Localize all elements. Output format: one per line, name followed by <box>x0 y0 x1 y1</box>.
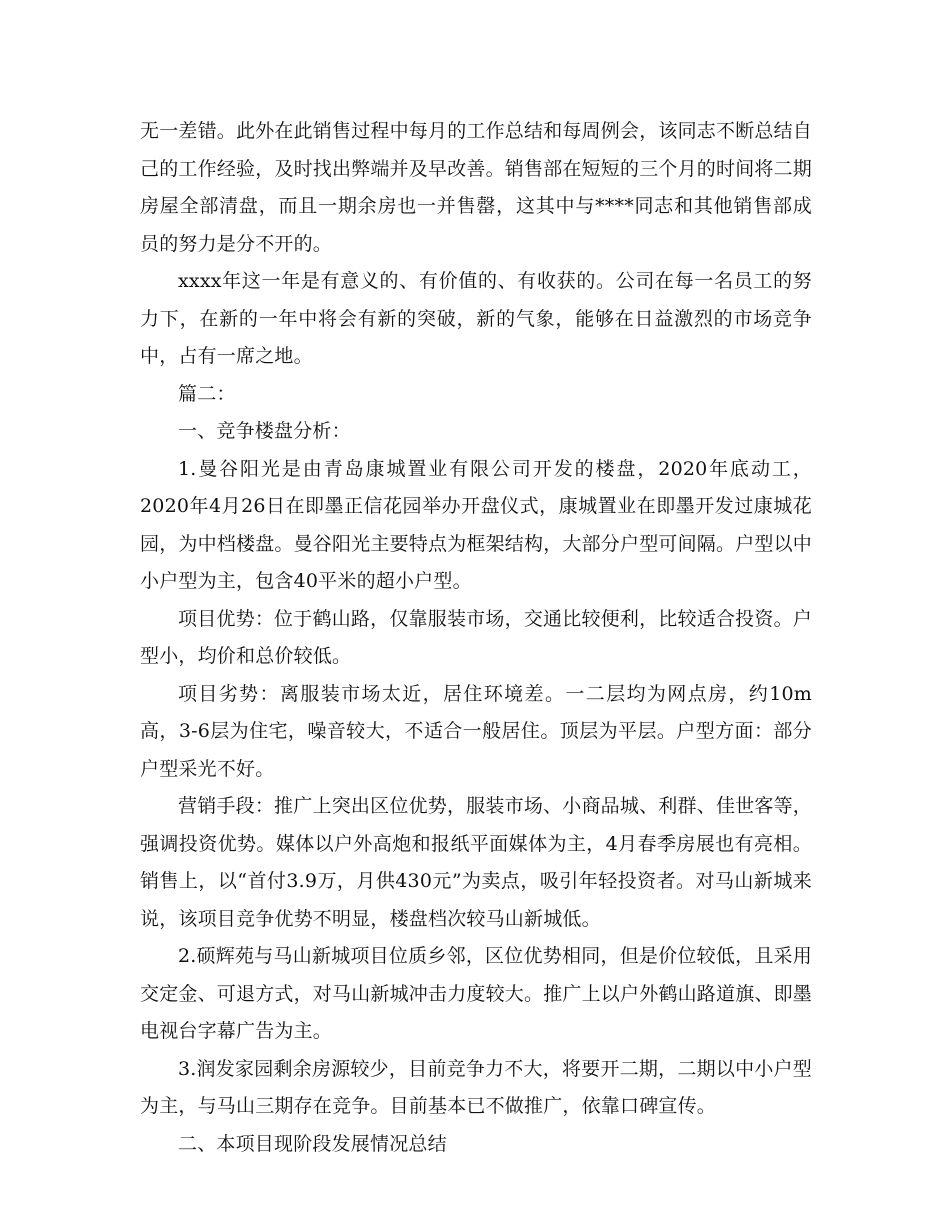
paragraph-project-disadvantages: 项目劣势：离服装市场太近，居住环境差。一二层均为网点房，约10m高，3-6层为住宅，噪音较大，不适合一般居住。顶层为平层。户型方面：部分户型采光不好。 <box>140 682 812 780</box>
paragraph-year-summary: xxxx年这一年是有意义的、有价值的、有收获的。公司在每一名员工的努力下，在新的一年中将会有新的突破，新的气象，能够在日益激烈的市场竞争中，占有一席之地。 <box>140 270 812 367</box>
section-heading-competitor-analysis: 一、竞争楼盘分析： <box>178 420 351 442</box>
paragraph-competitor-2: 2.硕辉苑与马山新城项目位质乡邻，区位优势相同，但是价位较低，且采用交定金、可退方式，对马山新城冲击力度较大。推广上以户外鹤山路道旗、即墨电视台字幕广告为主。 <box>140 945 813 1042</box>
paragraph-competitor-3: 3.润发家园剩余房源较少，目前竞争力不大，将要开二期，二期以中小户型为主，与马山三期存在竞争。目前基本已不做推广，依靠口碑宣传。 <box>140 1057 812 1117</box>
section-heading-project-summary: 二、本项目现阶段发展情况总结 <box>178 1132 447 1155</box>
paragraph-project-advantages: 项目优势：位于鹤山路，仅靠服装市场，交通比较便利，比较适合投资。户型小，均价和总价较低。 <box>140 607 812 667</box>
section-heading-part-two: 篇二： <box>178 382 236 405</box>
paragraph-continuation: 无一差错。此外在此销售过程中每月的工作总结和每周例会，该同志不断总结自己的工作经验，及时找出弊端并及早改善。销售部在短短的三个月的时间将二期房屋全部清盘，而且一期余房也一并售罄，这其中与****同志和其他销售部成员的努力是分不开的。 <box>140 120 813 255</box>
paragraph-marketing-methods: 营销手段：推广上突出区位优势，服装市场、小商品城、利群、佳世客等，强调投资优势。媒体以户外高炮和报纸平面媒体为主，4月春季房展也有亮相。销售上，以“首付3.9万，月供430元”为卖点，吸引年轻投资者。对马山新城来说，该项目竞争优势不明显，楼盘档次较马山新城低。 <box>140 795 812 930</box>
paragraph-competitor-1: 1.曼谷阳光是由青岛康城置业有限公司开发的楼盘，2020年底动工，2020年4月26日在即墨正信花园举办开盘仪式，康城置业在即墨开发过康城花园，为中档楼盘。曼谷阳光主要特点为框架结构，大部分户型可间隔。户型以中小户型为主，包含40平米的超小户型。 <box>140 457 813 592</box>
